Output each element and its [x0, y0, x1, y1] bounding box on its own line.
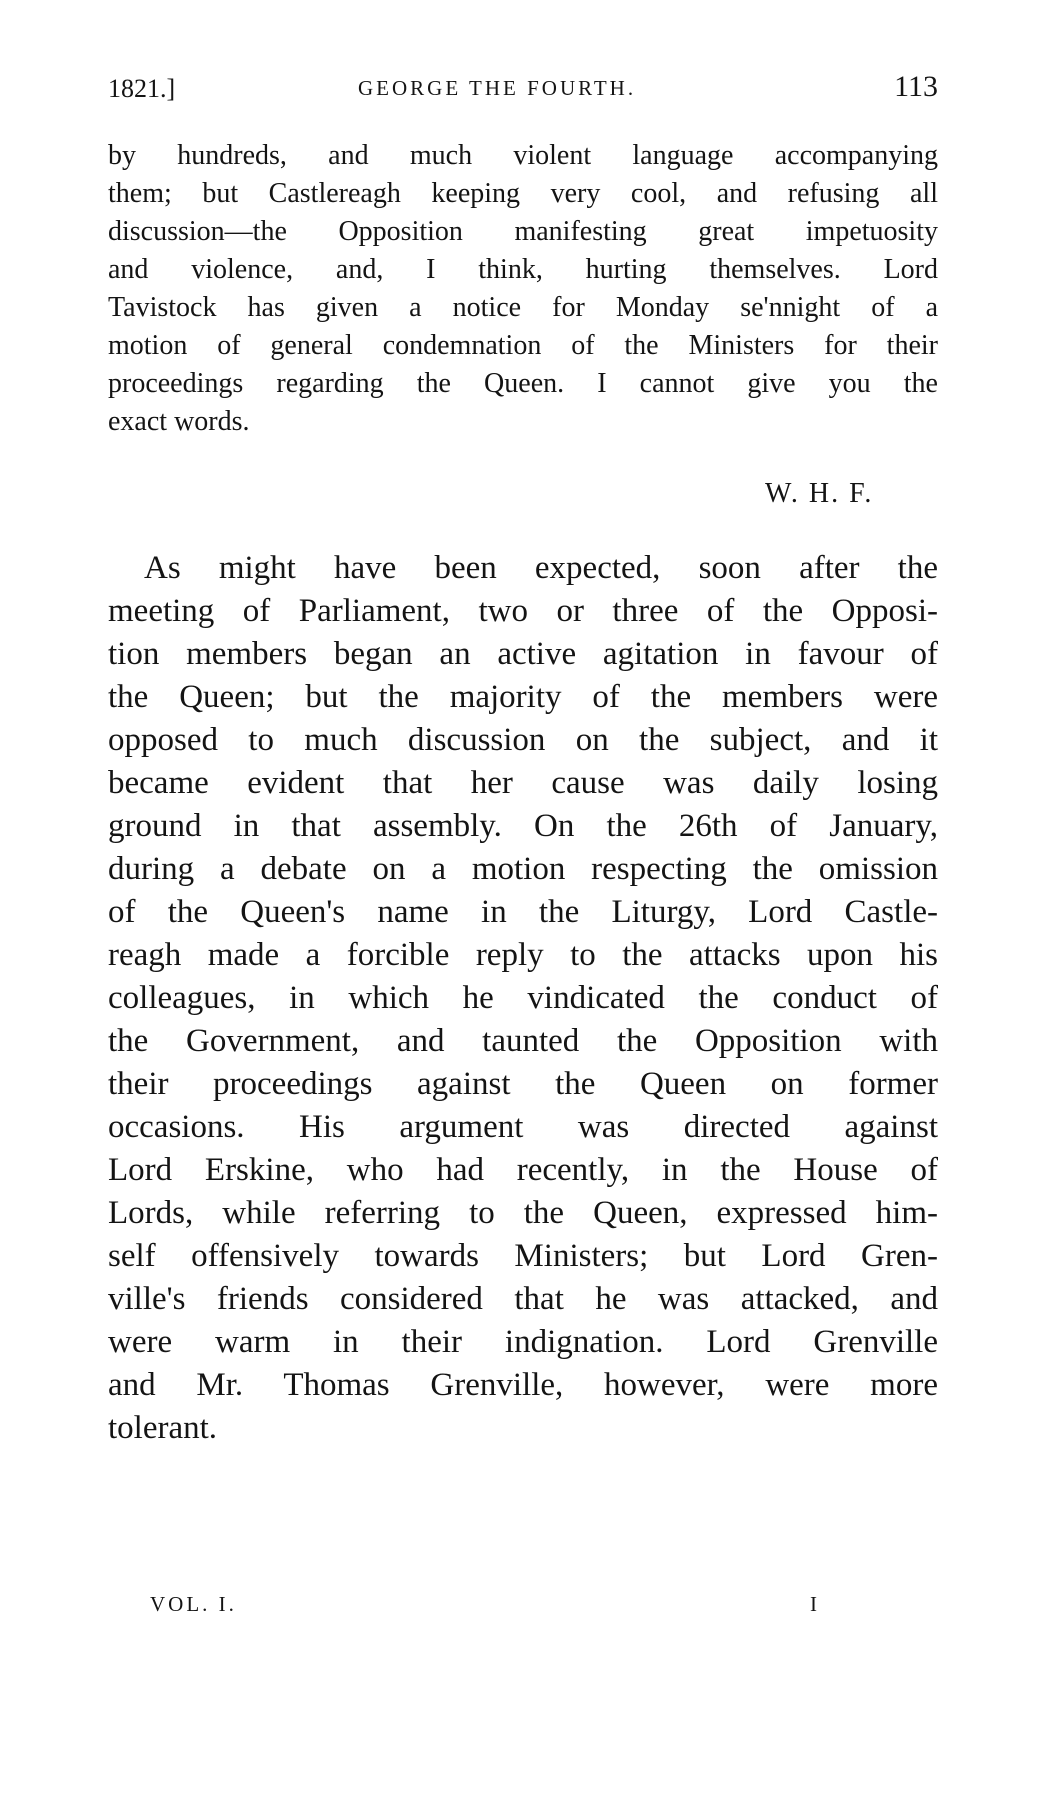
- paragraph-line: became evident that her cause was daily losing: [108, 765, 938, 801]
- paragraph-line: their proceedings against the Queen on former: [108, 1066, 938, 1102]
- paragraph-line: opposed to much discussion on the subject, and it: [108, 722, 938, 758]
- signature-mark: I: [810, 1592, 820, 1616]
- paragraph-line: the Government, and taunted the Opposition with: [108, 1023, 938, 1059]
- paragraph-line: ville's friends considered that he was attacked, and: [108, 1281, 938, 1317]
- paragraph-line: the Queen; but the majority of the members were: [108, 679, 938, 715]
- letter-line: Tavistock has given a notice for Monday se'nnight of a: [108, 292, 938, 323]
- letter-line: discussion—the Opposition manifesting great impetuosity: [108, 216, 938, 247]
- volume-mark: VOL. I.: [150, 1592, 237, 1616]
- paragraph-line: meeting of Parliament, two or three of the Opposi-: [108, 593, 938, 629]
- letter-line: proceedings regarding the Queen. I cannot give you the: [108, 368, 938, 399]
- paragraph-line: Lord Erskine, who had recently, in the House of: [108, 1152, 938, 1188]
- running-title: GEORGE THE FOURTH.: [358, 76, 637, 100]
- letter-line: them; but Castlereagh keeping very cool, and refusing all: [108, 178, 938, 209]
- letter-signature: W. H. F.: [765, 478, 874, 509]
- page-number: 113: [894, 70, 938, 103]
- paragraph-line: ground in that assembly. On the 26th of January,: [108, 808, 938, 844]
- letter-line: by hundreds, and much violent language accompanying: [108, 140, 938, 171]
- header-year: 1821.]: [108, 74, 176, 103]
- paragraph-line: self offensively towards Ministers; but Lord Gren-: [108, 1238, 938, 1274]
- paragraph-line: As might have been expected, soon after the: [144, 550, 938, 586]
- running-header: [108, 70, 938, 110]
- paragraph-line: tolerant.: [108, 1410, 218, 1446]
- letter-line: motion of general condemnation of the Ministers for their: [108, 330, 938, 361]
- paragraph-line: reagh made a forcible reply to the attacks upon his: [108, 937, 938, 973]
- paragraph-line: during a debate on a motion respecting the omission: [108, 851, 938, 887]
- paragraph-line: occasions. His argument was directed against: [108, 1109, 938, 1145]
- paragraph-line: and Mr. Thomas Grenville, however, were more: [108, 1367, 938, 1403]
- paragraph-line: were warm in their indignation. Lord Grenville: [108, 1324, 938, 1360]
- paragraph-line: tion members began an active agitation in favour of: [108, 636, 938, 672]
- paragraph-line: of the Queen's name in the Liturgy, Lord Castle-: [108, 894, 938, 930]
- paragraph-line: colleagues, in which he vindicated the conduct of: [108, 980, 938, 1016]
- paragraph-line: Lords, while referring to the Queen, expressed him-: [108, 1195, 938, 1231]
- letter-line: exact words.: [108, 406, 250, 437]
- letter-line: and violence, and, I think, hurting themselves. Lord: [108, 254, 938, 285]
